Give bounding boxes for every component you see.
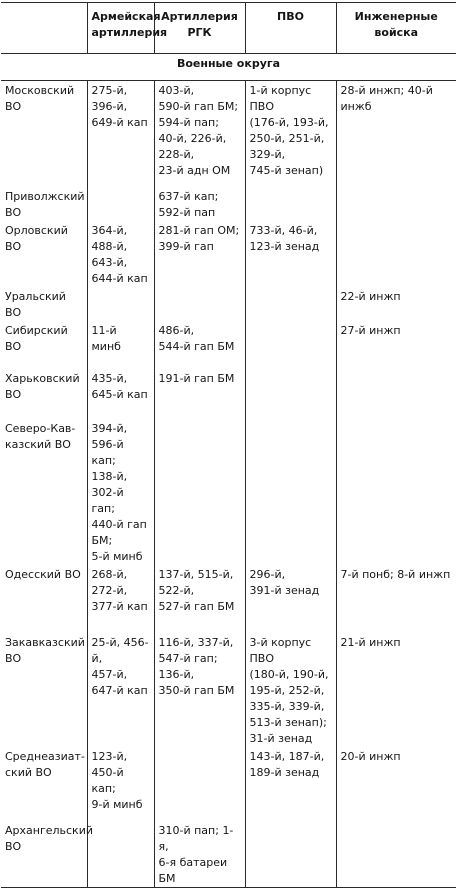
cell-district: Одесский ВО: [5, 567, 81, 581]
cell-eng: [336, 821, 456, 888]
cell-rgk-art: 137-й, 515-й, 522-й, 527-й гап БМ: [154, 565, 245, 633]
cell-army-art: 268-й, 272-й, 377-й кап: [87, 565, 154, 633]
cell-eng: [336, 419, 456, 565]
cell-army-art: 11-й минб: [87, 321, 154, 369]
section-title: Военные округа: [1, 54, 456, 81]
cell-army-art: [87, 821, 154, 888]
cell-rgk-art: 637-й кап; 592-й пап: [154, 187, 245, 221]
cell-district: Уральский ВО: [5, 289, 66, 319]
cell-pvo: 733-й, 46-й, 123-й зенад: [245, 221, 336, 287]
cell-army-art: [87, 287, 154, 321]
cell-army-art: 25-й, 456-й, 457-й, 647-й кап: [87, 633, 154, 747]
cell-district: Московский ВО: [5, 84, 75, 113]
cell-eng: 22-й инжп: [336, 287, 456, 321]
cell-district: Северо-Кав- казский ВО: [5, 421, 76, 451]
cell-army-art: [87, 187, 154, 221]
cell-pvo: [245, 821, 336, 888]
cell-rgk-art: 486-й, 544-й гап БМ: [154, 321, 245, 369]
table-row: [1, 287, 456, 321]
table-row: [1, 565, 456, 633]
header-district: [1, 3, 87, 54]
cell-eng: 21-й инжп: [336, 633, 456, 747]
cell-eng: 7-й понб; 8-й инжп: [336, 565, 456, 633]
cell-pvo: [245, 187, 336, 221]
cell-eng: [336, 369, 456, 419]
cell-pvo: 143-й, 187-й, 189-й зенад: [245, 747, 336, 821]
cell-district: Закавказский ВО: [5, 635, 85, 665]
cell-pvo: [245, 419, 336, 565]
cell-eng: 20-й инжп: [336, 747, 456, 821]
cell-pvo: [245, 287, 336, 321]
header-army-artillery: Армейская артиллерия: [87, 3, 154, 54]
cell-rgk-art: 191-й гап БМ: [154, 369, 245, 419]
header-engineer-troops: Инженерные войска: [336, 3, 456, 54]
cell-rgk-art: [154, 287, 245, 321]
cell-district: Харьковский ВО: [5, 371, 80, 401]
section-row: [1, 54, 456, 81]
cell-army-art: 275-й, 396-й, 649-й кап: [87, 81, 154, 187]
table-header-row: [1, 3, 456, 54]
cell-district: Приволжский ВО: [5, 189, 85, 219]
table-row: [1, 81, 456, 187]
cell-rgk-art: [154, 419, 245, 565]
table-row: [1, 633, 456, 747]
cell-rgk-art: 310-й пап; 1-я, 6-я батареи БМ: [154, 821, 245, 888]
cell-district: Среднеазиат- ский ВО: [5, 749, 85, 779]
cell-pvo: [245, 321, 336, 369]
cell-army-art: 394-й, 596-й кап; 138-й, 302-й гап; 440-й гап БМ; 5-й минб: [87, 419, 154, 565]
header-rgk-artillery: Артиллерия РГК: [154, 3, 245, 54]
table-row: [1, 321, 456, 369]
cell-rgk-art: 403-й, 590-й гап БМ; 594-й пап; 40-й, 226-й, 228-й, 23-й адн ОМ: [154, 81, 245, 187]
cell-pvo: 296-й, 391-й зенад: [245, 565, 336, 633]
cell-pvo: 3-й корпус ПВО (180-й, 190-й, 195-й, 252-й, 335-й, 339-й, 513-й зенап); 31-й зенад: [245, 633, 336, 747]
cell-eng: 27-й инжп: [336, 321, 456, 369]
cell-rgk-art: 281-й гап ОМ; 399-й гап: [154, 221, 245, 287]
cell-pvo: 1-й корпус ПВО (176-й, 193-й, 250-й, 251-й, 329-й, 745-й зенап): [245, 81, 336, 187]
cell-eng: [336, 187, 456, 221]
cell-eng: [336, 221, 456, 287]
cell-district: Орловский ВО: [5, 223, 68, 253]
table-row: [1, 187, 456, 221]
cell-district: Архангельский ВО: [1, 821, 87, 888]
table-row: [1, 221, 456, 287]
table-row: [1, 747, 456, 821]
document-page: [1, 2, 456, 885]
table-row: [1, 821, 456, 888]
table-row: [1, 419, 456, 565]
cell-rgk-art: [154, 747, 245, 821]
military-units-table: [1, 2, 456, 888]
cell-eng: 28-й инжп; 40-й инжб: [336, 81, 456, 187]
cell-district: Сибирский ВО: [5, 323, 68, 353]
header-air-defense: ПВО: [245, 3, 336, 54]
cell-army-art: 123-й, 450-й кап; 9-й минб: [87, 747, 154, 821]
cell-pvo: [245, 369, 336, 419]
cell-rgk-art: 116-й, 337-й, 547-й гап; 136-й, 350-й гап БМ: [154, 633, 245, 747]
table-row: [1, 369, 456, 419]
cell-army-art: 364-й, 488-й, 643-й, 644-й кап: [87, 221, 154, 287]
cell-army-art: 435-й, 645-й кап: [87, 369, 154, 419]
